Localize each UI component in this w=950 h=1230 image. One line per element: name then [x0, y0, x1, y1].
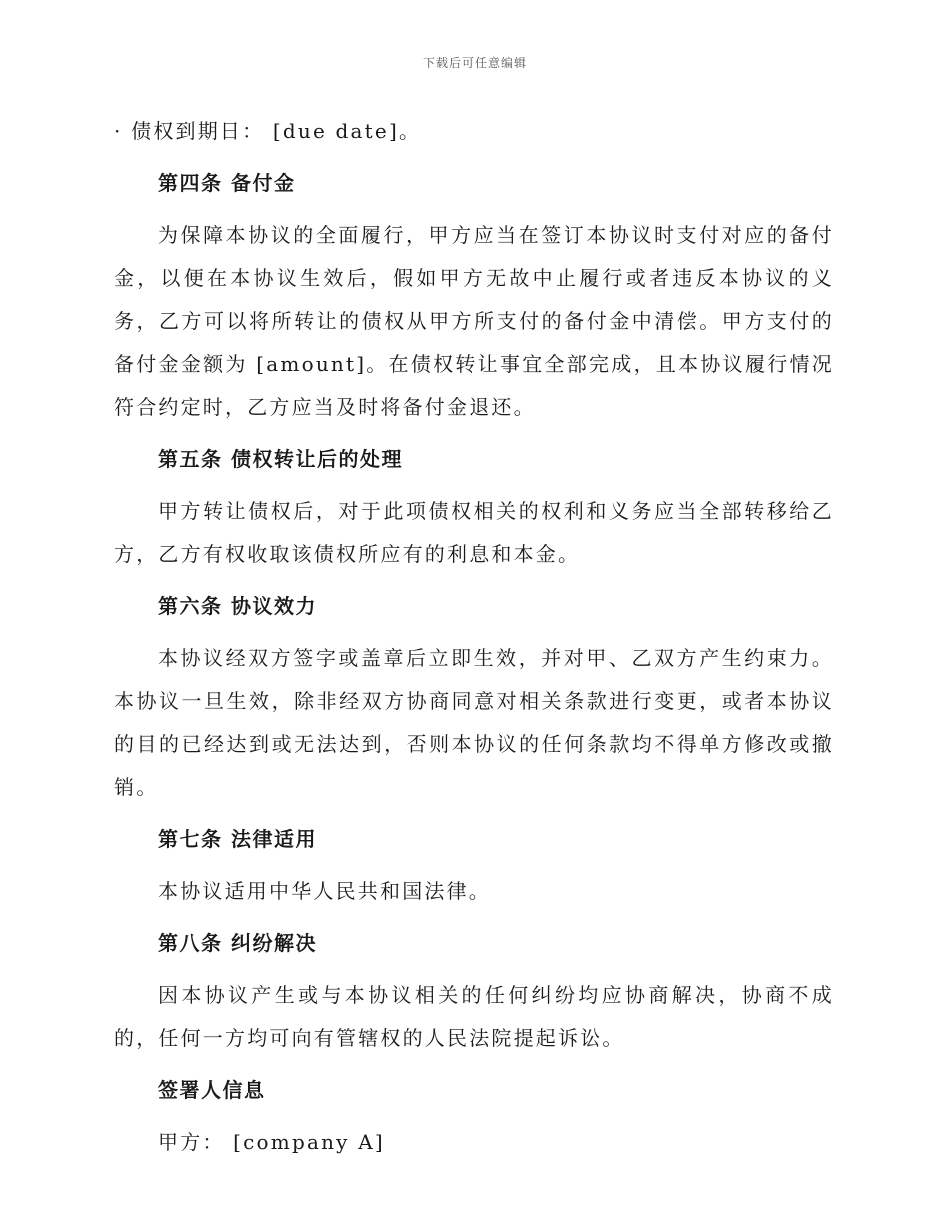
article-8-title: 第八条 纠纷解决: [158, 931, 317, 955]
article-7-body: 本协议适用中华人民共和国法律。: [158, 879, 491, 903]
party-a-line: 甲方： [company A]: [158, 1130, 385, 1154]
article-5-title: 第五条 债权转让后的处理: [158, 447, 403, 471]
document-body: [114, 110, 834, 1164]
article-7-title: 第七条 法律适用: [158, 827, 317, 851]
page-header: 下载后可任意编辑: [422, 56, 527, 70]
signatory-title: 签署人信息: [158, 1078, 266, 1102]
due-date-line: · 债权到期日： [due date]。: [114, 119, 422, 143]
article-4-title: 第四条 备付金: [158, 171, 296, 195]
article-4-body: 为保障本协议的全面履行，甲方应当在签订本协议时支付对应的备付金，以便在本协议生效后，假如甲方无故中止履行或者违反本协议的义务，乙方可以将所转让的债权从甲方所支付的备付金中清偿。甲方支付的备付金金额为 [amount]。在债权转让事宜全部完成，且本协议履行情况符合约定时，乙方应当及时将备付金退还。: [114, 223, 834, 419]
article-8-body: 因本协议产生或与本协议相关的任何纠纷均应协商解决，协商不成的，任何一方均可向有管辖权的人民法院提起诉讼。: [114, 983, 834, 1050]
article-5-body: 甲方转让债权后，对于此项债权相关的权利和义务应当全部转移给乙方，乙方有权收取该债权所应有的利息和本金。: [114, 499, 834, 566]
article-6-title: 第六条 协议效力: [158, 594, 317, 618]
article-6-body: 本协议经双方签字或盖章后立即生效，并对甲、乙双方产生约束力。本协议一旦生效，除非经双方协商同意对相关条款进行变更，或者本协议的目的已经达到或无法达到，否则本协议的任何条款均不得单方修改或撤销。: [114, 646, 834, 799]
